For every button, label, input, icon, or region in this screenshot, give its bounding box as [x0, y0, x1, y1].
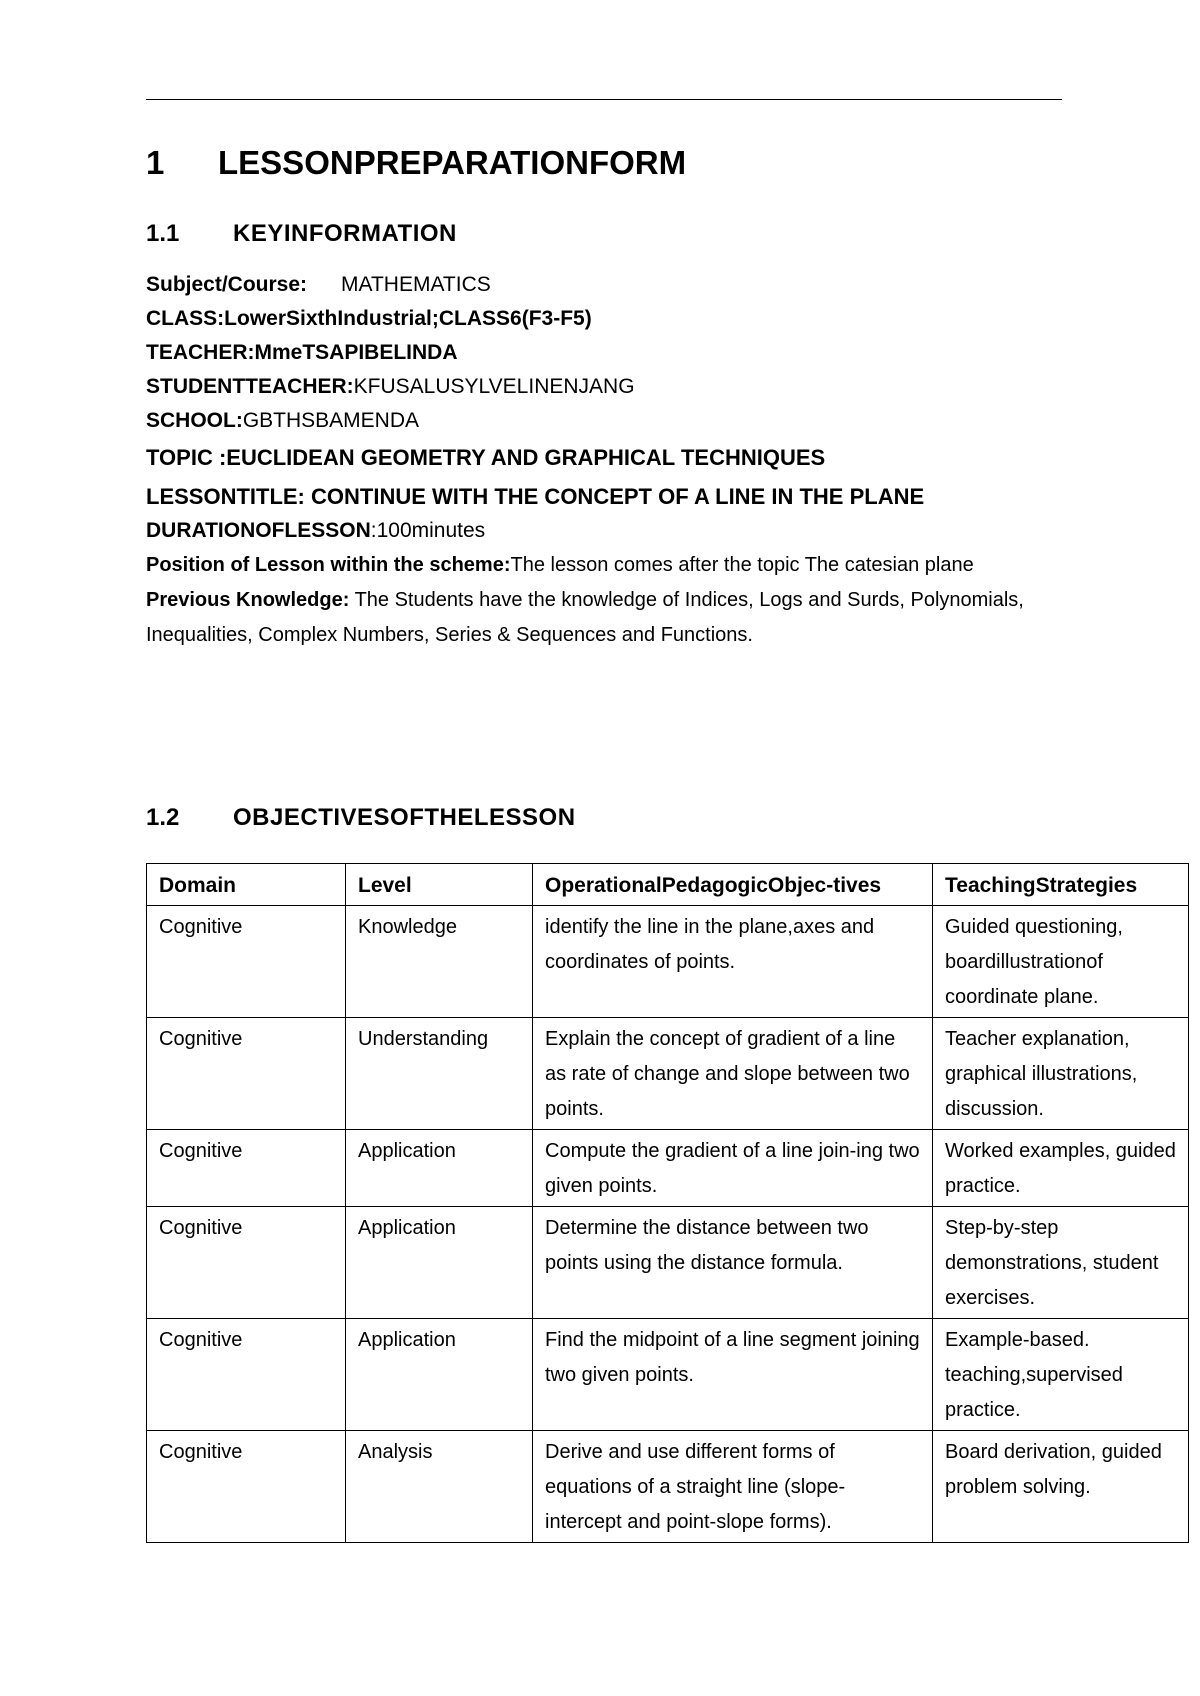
form-heading	[146, 144, 686, 182]
objectives-table	[146, 863, 1189, 1543]
table-row	[147, 1431, 1189, 1543]
section-number: 1.2	[146, 804, 180, 831]
header-strategies: TeachingStrategies	[933, 864, 1189, 906]
section-number: 1.1	[146, 220, 180, 247]
header-rule	[146, 99, 1062, 100]
subject-label: Subject/Course:	[146, 273, 308, 296]
previous-value: The Students have the knowledge of Indices, Logs and Surds, Polynomials, Inequalities, Complex Numbers, Series & Sequences and Functions.	[146, 589, 1024, 646]
cell-domain: Cognitive	[147, 1130, 346, 1207]
heading-title: LESSONPREPARATIONFORM	[218, 144, 687, 181]
subject-value: MATHEMATICS	[341, 273, 491, 296]
cell-objective: identify the line in the plane,axes and coordinates of points.	[533, 906, 933, 1018]
school-line	[146, 404, 1046, 438]
cell-strategy: Step-by-step demonstrations, student exercises.	[933, 1207, 1189, 1319]
cell-strategy: Teacher explanation, graphical illustrations, discussion.	[933, 1018, 1189, 1130]
section-title: KEYINFORMATION	[233, 220, 457, 247]
cell-level: Understanding	[346, 1018, 533, 1130]
school-value: GBTHSBAMENDA	[242, 409, 420, 432]
student-teacher-label: STUDENTTEACHER:	[146, 375, 354, 398]
cell-level: Application	[346, 1207, 533, 1319]
teacher-line	[146, 336, 1046, 370]
section-title: OBJECTIVESOFTHELESSON	[233, 804, 576, 831]
cell-strategy: Guided questioning, boardillustrationof coordinate plane.	[933, 906, 1189, 1018]
lesson-title-text: LESSONTITLE: CONTINUE WITH THE CONCEPT OF A LINE IN THE PLANE	[146, 484, 925, 509]
student-teacher-value: KFUSALUSYLVELINENJANG	[353, 375, 635, 398]
cell-level: Analysis	[346, 1431, 533, 1543]
header-objectives: OperationalPedagogicObjec-tives	[533, 864, 933, 906]
cell-domain: Cognitive	[147, 1319, 346, 1431]
header-level: Level	[346, 864, 533, 906]
table-row	[147, 1018, 1189, 1130]
duration-value: :100minutes	[370, 519, 486, 542]
cell-level: Application	[346, 1319, 533, 1431]
topic-text: TOPIC :EUCLIDEAN GEOMETRY AND GRAPHICAL TECHNIQUES	[146, 445, 826, 470]
lesson-title-line	[146, 479, 1026, 514]
table-row	[147, 1319, 1189, 1431]
position-paragraph	[146, 548, 1026, 583]
cell-objective: Compute the gradient of a line join-ing two given points.	[533, 1130, 933, 1207]
table-row	[147, 906, 1189, 1018]
duration-line	[146, 514, 1046, 548]
key-info-heading	[146, 220, 457, 248]
heading-number: 1	[146, 144, 165, 181]
cell-objective: Explain the concept of gradient of a line as rate of change and slope between two points.	[533, 1018, 933, 1130]
duration-label: DURATIONOFLESSON	[146, 519, 371, 542]
cell-strategy: Board derivation, guided problem solving.	[933, 1431, 1189, 1543]
cell-objective: Derive and use different forms of equations of a straight line (slope-intercept and point-slope forms).	[533, 1431, 933, 1543]
header-domain: Domain	[147, 864, 346, 906]
table-header-row	[147, 864, 1189, 906]
table-row	[147, 1130, 1189, 1207]
objectives-heading	[146, 804, 576, 832]
topic-line	[146, 440, 1046, 475]
cell-level: Knowledge	[346, 906, 533, 1018]
key-information	[146, 268, 1046, 653]
cell-domain: Cognitive	[147, 1018, 346, 1130]
cell-objective: Determine the distance between two points using the distance formula.	[533, 1207, 933, 1319]
cell-domain: Cognitive	[147, 1431, 346, 1543]
position-value: The lesson comes after the topic The catesian plane	[510, 554, 974, 576]
table-row	[147, 1207, 1189, 1319]
cell-domain: Cognitive	[147, 906, 346, 1018]
previous-knowledge-paragraph	[146, 583, 1026, 653]
cell-strategy: Example-based. teaching,supervised practice.	[933, 1319, 1189, 1431]
position-label: Position of Lesson within the scheme:	[146, 554, 511, 576]
school-label: SCHOOL:	[146, 409, 243, 432]
cell-strategy: Worked examples, guided practice.	[933, 1130, 1189, 1207]
subject-line	[146, 268, 1046, 302]
teacher-text: TEACHER:MmeTSAPIBELINDA	[146, 341, 458, 364]
cell-objective: Find the midpoint of a line segment joining two given points.	[533, 1319, 933, 1431]
previous-label: Previous Knowledge:	[146, 589, 350, 611]
cell-level: Application	[346, 1130, 533, 1207]
cell-domain: Cognitive	[147, 1207, 346, 1319]
class-text: CLASS:LowerSixthIndustrial;CLASS6(F3-F5)	[146, 307, 592, 330]
class-line	[146, 302, 1046, 336]
student-teacher-line	[146, 370, 1046, 404]
